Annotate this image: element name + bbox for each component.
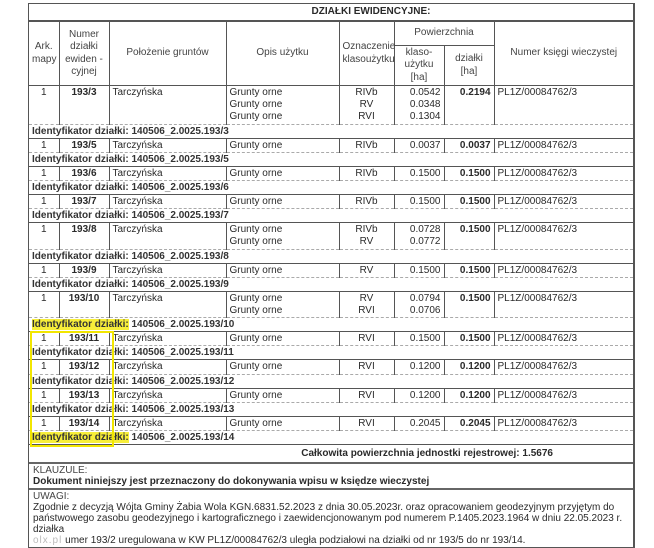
parcel-total-area: 0.1500 — [444, 263, 494, 277]
parcel-identifier — [29, 431, 633, 445]
parcel-identifier — [29, 249, 633, 263]
parcel-class — [339, 291, 394, 317]
header-klasouzytku: klaso- użytku [ha] — [394, 46, 444, 86]
parcel-class — [339, 332, 394, 346]
parcel-class-line: RV — [359, 236, 374, 248]
parcel-use-description — [226, 263, 339, 277]
parcel-class-line: RVI — [358, 361, 375, 373]
identifier-value: 140506_2.0025.193/14 — [131, 432, 235, 444]
identifier-label: Identyfikator działki: — [32, 375, 129, 387]
parcel-class-area — [394, 223, 444, 249]
parcel-class-line: RVI — [358, 111, 375, 123]
parcel-class-line: RVI — [358, 305, 375, 317]
parcel-identifier-row — [29, 209, 633, 223]
parcel-class-area-line: 0.1500 — [409, 264, 441, 276]
parcel-use-description — [226, 291, 339, 317]
parcel-land-register: PL1Z/00084762/3 — [494, 166, 633, 180]
parcel-total-area: 0.1200 — [444, 388, 494, 402]
parcel-ark: 1 — [29, 291, 59, 317]
parcel-land-register: PL1Z/00084762/3 — [494, 195, 633, 209]
parcel-number: 193/8 — [59, 223, 109, 249]
parcel-land-register: PL1Z/00084762/3 — [494, 416, 633, 430]
parcel-class-area-line: 0.2045 — [409, 417, 441, 429]
parcel-class — [339, 388, 394, 402]
parcel-class-area — [394, 166, 444, 180]
identifier-label: Identyfikator działki: — [32, 432, 129, 444]
parcel-location: Tarczyńska — [109, 138, 226, 152]
parcel-row — [29, 263, 633, 277]
parcel-class-line: RIVb — [355, 87, 378, 98]
parcel-identifier — [29, 402, 633, 416]
parcel-class-area — [394, 388, 444, 402]
parcel-class-area-line: 0.1200 — [409, 361, 441, 373]
parcel-class-line: RVI — [358, 333, 375, 345]
parcel-use-description — [226, 138, 339, 152]
parcel-identifier — [29, 277, 633, 291]
identifier-label: Identyfikator działki: — [32, 153, 129, 165]
parcel-land-register: PL1Z/00084762/3 — [494, 291, 633, 317]
uwagi-label: UWAGI: — [33, 491, 70, 503]
parcel-number: 193/13 — [59, 388, 109, 402]
parcel-row — [29, 86, 633, 125]
identifier-label: Identyfikator działki: — [32, 347, 129, 359]
total-area: Całkowita powierzchnia jednostki rejestrowej: 1.5676 — [29, 444, 633, 462]
parcel-number: 193/5 — [59, 138, 109, 152]
parcel-class-area — [394, 360, 444, 374]
parcel-class-line: RV — [359, 292, 374, 304]
parcel-class-area — [394, 138, 444, 152]
parcel-location: Tarczyńska — [109, 86, 226, 125]
parcel-location: Tarczyńska — [109, 360, 226, 374]
parcel-use-description-line: Grunty orne — [229, 389, 283, 401]
parcel-number: 193/6 — [59, 166, 109, 180]
klauzule-label: KLAUZULE: — [33, 465, 88, 477]
parcel-use-description-line: Grunty orne — [229, 292, 283, 304]
parcel-ark: 1 — [29, 166, 59, 180]
parcel-class-area-line: 0.1200 — [409, 389, 441, 401]
parcel-row — [29, 388, 633, 402]
parcels-table — [29, 21, 633, 444]
uwagi-line-3 — [33, 535, 629, 546]
parcel-number: 193/10 — [59, 291, 109, 317]
parcel-land-register: PL1Z/00084762/3 — [494, 263, 633, 277]
parcel-total-area: 0.1200 — [444, 360, 494, 374]
header-opis: Opis użytku — [226, 22, 339, 86]
identifier-label: Identyfikator działki: — [32, 182, 129, 194]
parcel-identifier-row — [29, 346, 633, 360]
parcel-row — [29, 223, 633, 249]
parcel-identifier — [29, 209, 633, 223]
parcel-class-area-line: 0.1500 — [409, 196, 441, 208]
parcel-class-area-line: 0.0728 — [409, 224, 441, 236]
parcel-use-description-line: Grunty orne — [229, 87, 283, 98]
parcel-land-register: PL1Z/00084762/3 — [494, 138, 633, 152]
parcel-identifier — [29, 181, 633, 195]
parcel-class-line: RIVb — [355, 167, 378, 179]
parcel-class-area — [394, 263, 444, 277]
parcel-total-area: 0.1500 — [444, 195, 494, 209]
identifier-label: Identyfikator działki: — [32, 210, 129, 222]
parcel-number: 193/12 — [59, 360, 109, 374]
parcel-use-description — [226, 86, 339, 125]
uwagi-line-1: Zgodnie z decyzją Wójta Gminy Żabia Wola KGN.6831.52.2023 z dnia 30.05.2023r. oraz opracowaniem geodezyjnym przyjętym do — [33, 502, 615, 514]
parcel-class-area-line: 0.0542 — [409, 87, 441, 98]
identifier-value: 140506_2.0025.193/5 — [131, 153, 229, 165]
parcel-identifier-row — [29, 249, 633, 263]
parcel-location: Tarczyńska — [109, 195, 226, 209]
klauzule-section — [29, 462, 633, 488]
parcel-class-area-line: 0.0794 — [409, 292, 441, 304]
parcel-location: Tarczyńska — [109, 291, 226, 317]
header-powierzchnia: Powierzchnia — [394, 22, 494, 46]
parcel-use-description-line: Grunty orne — [229, 196, 283, 208]
parcel-identifier — [29, 346, 633, 360]
parcel-use-description-line: Grunty orne — [229, 99, 283, 111]
identifier-value: 140506_2.0025.193/7 — [131, 210, 229, 222]
parcel-total-area: 0.1500 — [444, 223, 494, 249]
parcel-row — [29, 360, 633, 374]
parcel-class — [339, 86, 394, 125]
parcel-use-description-line: Grunty orne — [229, 224, 283, 236]
parcel-ark: 1 — [29, 223, 59, 249]
parcel-class-area-line: 0.1500 — [409, 167, 441, 179]
parcel-class-area-line: 0.1304 — [409, 111, 441, 123]
parcel-ark: 1 — [29, 360, 59, 374]
identifier-label: Identyfikator działki: — [32, 125, 129, 137]
parcel-use-description-line: Grunty orne — [229, 167, 283, 179]
identifier-value: 140506_2.0025.193/11 — [131, 347, 234, 359]
klauzule-text: Dokument niniejszy jest przeznaczony do dokonywania wpisu w księdze wieczystej — [33, 476, 430, 488]
parcel-identifier-row — [29, 152, 633, 166]
parcel-number: 193/7 — [59, 195, 109, 209]
parcel-identifier-row — [29, 402, 633, 416]
parcel-class — [339, 166, 394, 180]
parcel-location: Tarczyńska — [109, 263, 226, 277]
header-polozenie: Położenie gruntów — [109, 22, 226, 86]
identifier-value: 140506_2.0025.193/3 — [131, 125, 229, 137]
parcel-ark: 1 — [29, 263, 59, 277]
parcel-use-description — [226, 360, 339, 374]
identifier-value: 140506_2.0025.193/12 — [131, 375, 235, 387]
parcel-register-document — [28, 3, 635, 548]
identifier-label: Identyfikator działki: — [32, 250, 129, 262]
parcel-class-area-line: 0.1500 — [409, 333, 441, 345]
parcel-location: Tarczyńska — [109, 166, 226, 180]
parcel-land-register: PL1Z/00084762/3 — [494, 360, 633, 374]
parcel-class-area — [394, 86, 444, 125]
parcel-total-area: 0.1500 — [444, 291, 494, 317]
parcel-ark: 1 — [29, 388, 59, 402]
parcel-identifier — [29, 374, 633, 388]
parcel-class-area — [394, 416, 444, 430]
parcel-class-line: RV — [359, 264, 374, 276]
parcel-identifier — [29, 318, 633, 332]
parcel-row — [29, 195, 633, 209]
identifier-value: 140506_2.0025.193/9 — [131, 278, 229, 290]
parcel-class-area — [394, 291, 444, 317]
parcel-use-description — [226, 416, 339, 430]
header-ksiega: Numer księgi wieczystej — [494, 22, 633, 86]
parcel-location: Tarczyńska — [109, 388, 226, 402]
identifier-label: Identyfikator działki: — [32, 278, 129, 290]
uwagi-section — [29, 488, 633, 547]
parcel-row — [29, 332, 633, 346]
parcel-class — [339, 360, 394, 374]
parcel-location: Tarczyńska — [109, 416, 226, 430]
parcel-class-area-line: 0.0772 — [409, 236, 441, 248]
parcel-total-area: 0.2045 — [444, 416, 494, 430]
parcel-use-description — [226, 195, 339, 209]
parcel-use-description — [226, 388, 339, 402]
parcel-identifier-row — [29, 124, 633, 138]
parcel-class — [339, 223, 394, 249]
uwagi-line-3-text: umer 193/2 uregulowana w KW PL1Z/00084762/3 uległa podziałowi na działki od nr 193/5 do nr 193/14. — [65, 535, 526, 547]
parcel-use-description-line: Grunty orne — [229, 333, 283, 345]
parcel-total-area: 0.1500 — [444, 332, 494, 346]
parcel-land-register: PL1Z/00084762/3 — [494, 332, 633, 346]
parcel-total-area: 0.2194 — [444, 86, 494, 125]
parcel-ark: 1 — [29, 332, 59, 346]
parcel-ark: 1 — [29, 416, 59, 430]
parcel-use-description-line: Grunty orne — [229, 264, 283, 276]
parcel-class-line: RVI — [358, 389, 375, 401]
parcel-class-area-line: 0.0706 — [409, 305, 441, 317]
parcel-total-area: 0.0037 — [444, 138, 494, 152]
parcel-class-line: RIVb — [355, 224, 378, 236]
parcel-identifier-row — [29, 374, 633, 388]
parcel-location: Tarczyńska — [109, 223, 226, 249]
parcel-identifier — [29, 124, 633, 138]
parcel-land-register: PL1Z/00084762/3 — [494, 388, 633, 402]
parcel-class-line: RIVb — [355, 196, 378, 208]
parcel-class — [339, 416, 394, 430]
parcel-class — [339, 263, 394, 277]
parcel-class — [339, 138, 394, 152]
parcel-number: 193/9 — [59, 263, 109, 277]
parcel-identifier-row — [29, 431, 633, 445]
parcel-identifier — [29, 152, 633, 166]
header-dzialki: działki [ha] — [444, 46, 494, 86]
parcel-use-description — [226, 223, 339, 249]
parcel-ark: 1 — [29, 138, 59, 152]
parcel-row — [29, 166, 633, 180]
parcel-identifier-row — [29, 181, 633, 195]
parcel-use-description-line: Grunty orne — [229, 111, 283, 123]
parcel-class-area-line: 0.0037 — [409, 139, 441, 151]
parcel-use-description-line: Grunty orne — [229, 305, 283, 317]
parcel-use-description-line: Grunty orne — [229, 236, 283, 248]
parcel-land-register: PL1Z/00084762/3 — [494, 223, 633, 249]
parcel-use-description-line: Grunty orne — [229, 417, 283, 429]
parcel-class-line: RV — [359, 99, 374, 111]
parcel-land-register: PL1Z/00084762/3 — [494, 86, 633, 125]
parcel-location: Tarczyńska — [109, 332, 226, 346]
identifier-label: Identyfikator działki: — [32, 319, 129, 331]
parcel-class — [339, 195, 394, 209]
parcel-row — [29, 138, 633, 152]
parcel-class-area — [394, 195, 444, 209]
identifier-value: 140506_2.0025.193/8 — [131, 250, 229, 262]
parcel-row — [29, 416, 633, 430]
parcel-use-description-line: Grunty orne — [229, 139, 283, 151]
identifier-value: 140506_2.0025.193/10 — [131, 319, 235, 331]
parcel-identifier-row — [29, 277, 633, 291]
header-numer: Numer działki ewiden -cyjnej — [59, 22, 109, 86]
parcel-total-area: 0.1500 — [444, 166, 494, 180]
document-title: DZIAŁKI EWIDENCYJNE: — [29, 4, 633, 21]
parcel-number: 193/11 — [59, 332, 109, 346]
parcel-class-line: RVI — [358, 417, 375, 429]
parcel-use-description — [226, 166, 339, 180]
parcel-identifier-row — [29, 318, 633, 332]
parcel-class-area — [394, 332, 444, 346]
parcel-use-description — [226, 332, 339, 346]
parcel-class-area-line: 0.0348 — [409, 99, 441, 111]
header-oznaczenie: Oznaczenie klasoużytku — [339, 22, 394, 86]
parcel-ark: 1 — [29, 86, 59, 125]
identifier-value: 140506_2.0025.193/6 — [131, 182, 229, 194]
watermark-smudge: olx.pl — [33, 535, 63, 547]
parcel-class-line: RIVb — [355, 139, 378, 151]
header-ark: Ark. mapy — [29, 22, 59, 86]
parcel-ark: 1 — [29, 195, 59, 209]
parcel-number: 193/14 — [59, 416, 109, 430]
identifier-label: Identyfikator działki: — [32, 403, 129, 415]
parcel-row — [29, 291, 633, 317]
parcel-use-description-line: Grunty orne — [229, 361, 283, 373]
identifier-value: 140506_2.0025.193/13 — [131, 403, 235, 415]
uwagi-line-2: państwowego zasobu geodezyjnego i kartograficznego i zaewidencjonowanym pod numerem P.1405.2023.1964 w dniu 22.05.2023 r. działka — [33, 513, 623, 536]
parcel-number: 193/3 — [59, 86, 109, 125]
